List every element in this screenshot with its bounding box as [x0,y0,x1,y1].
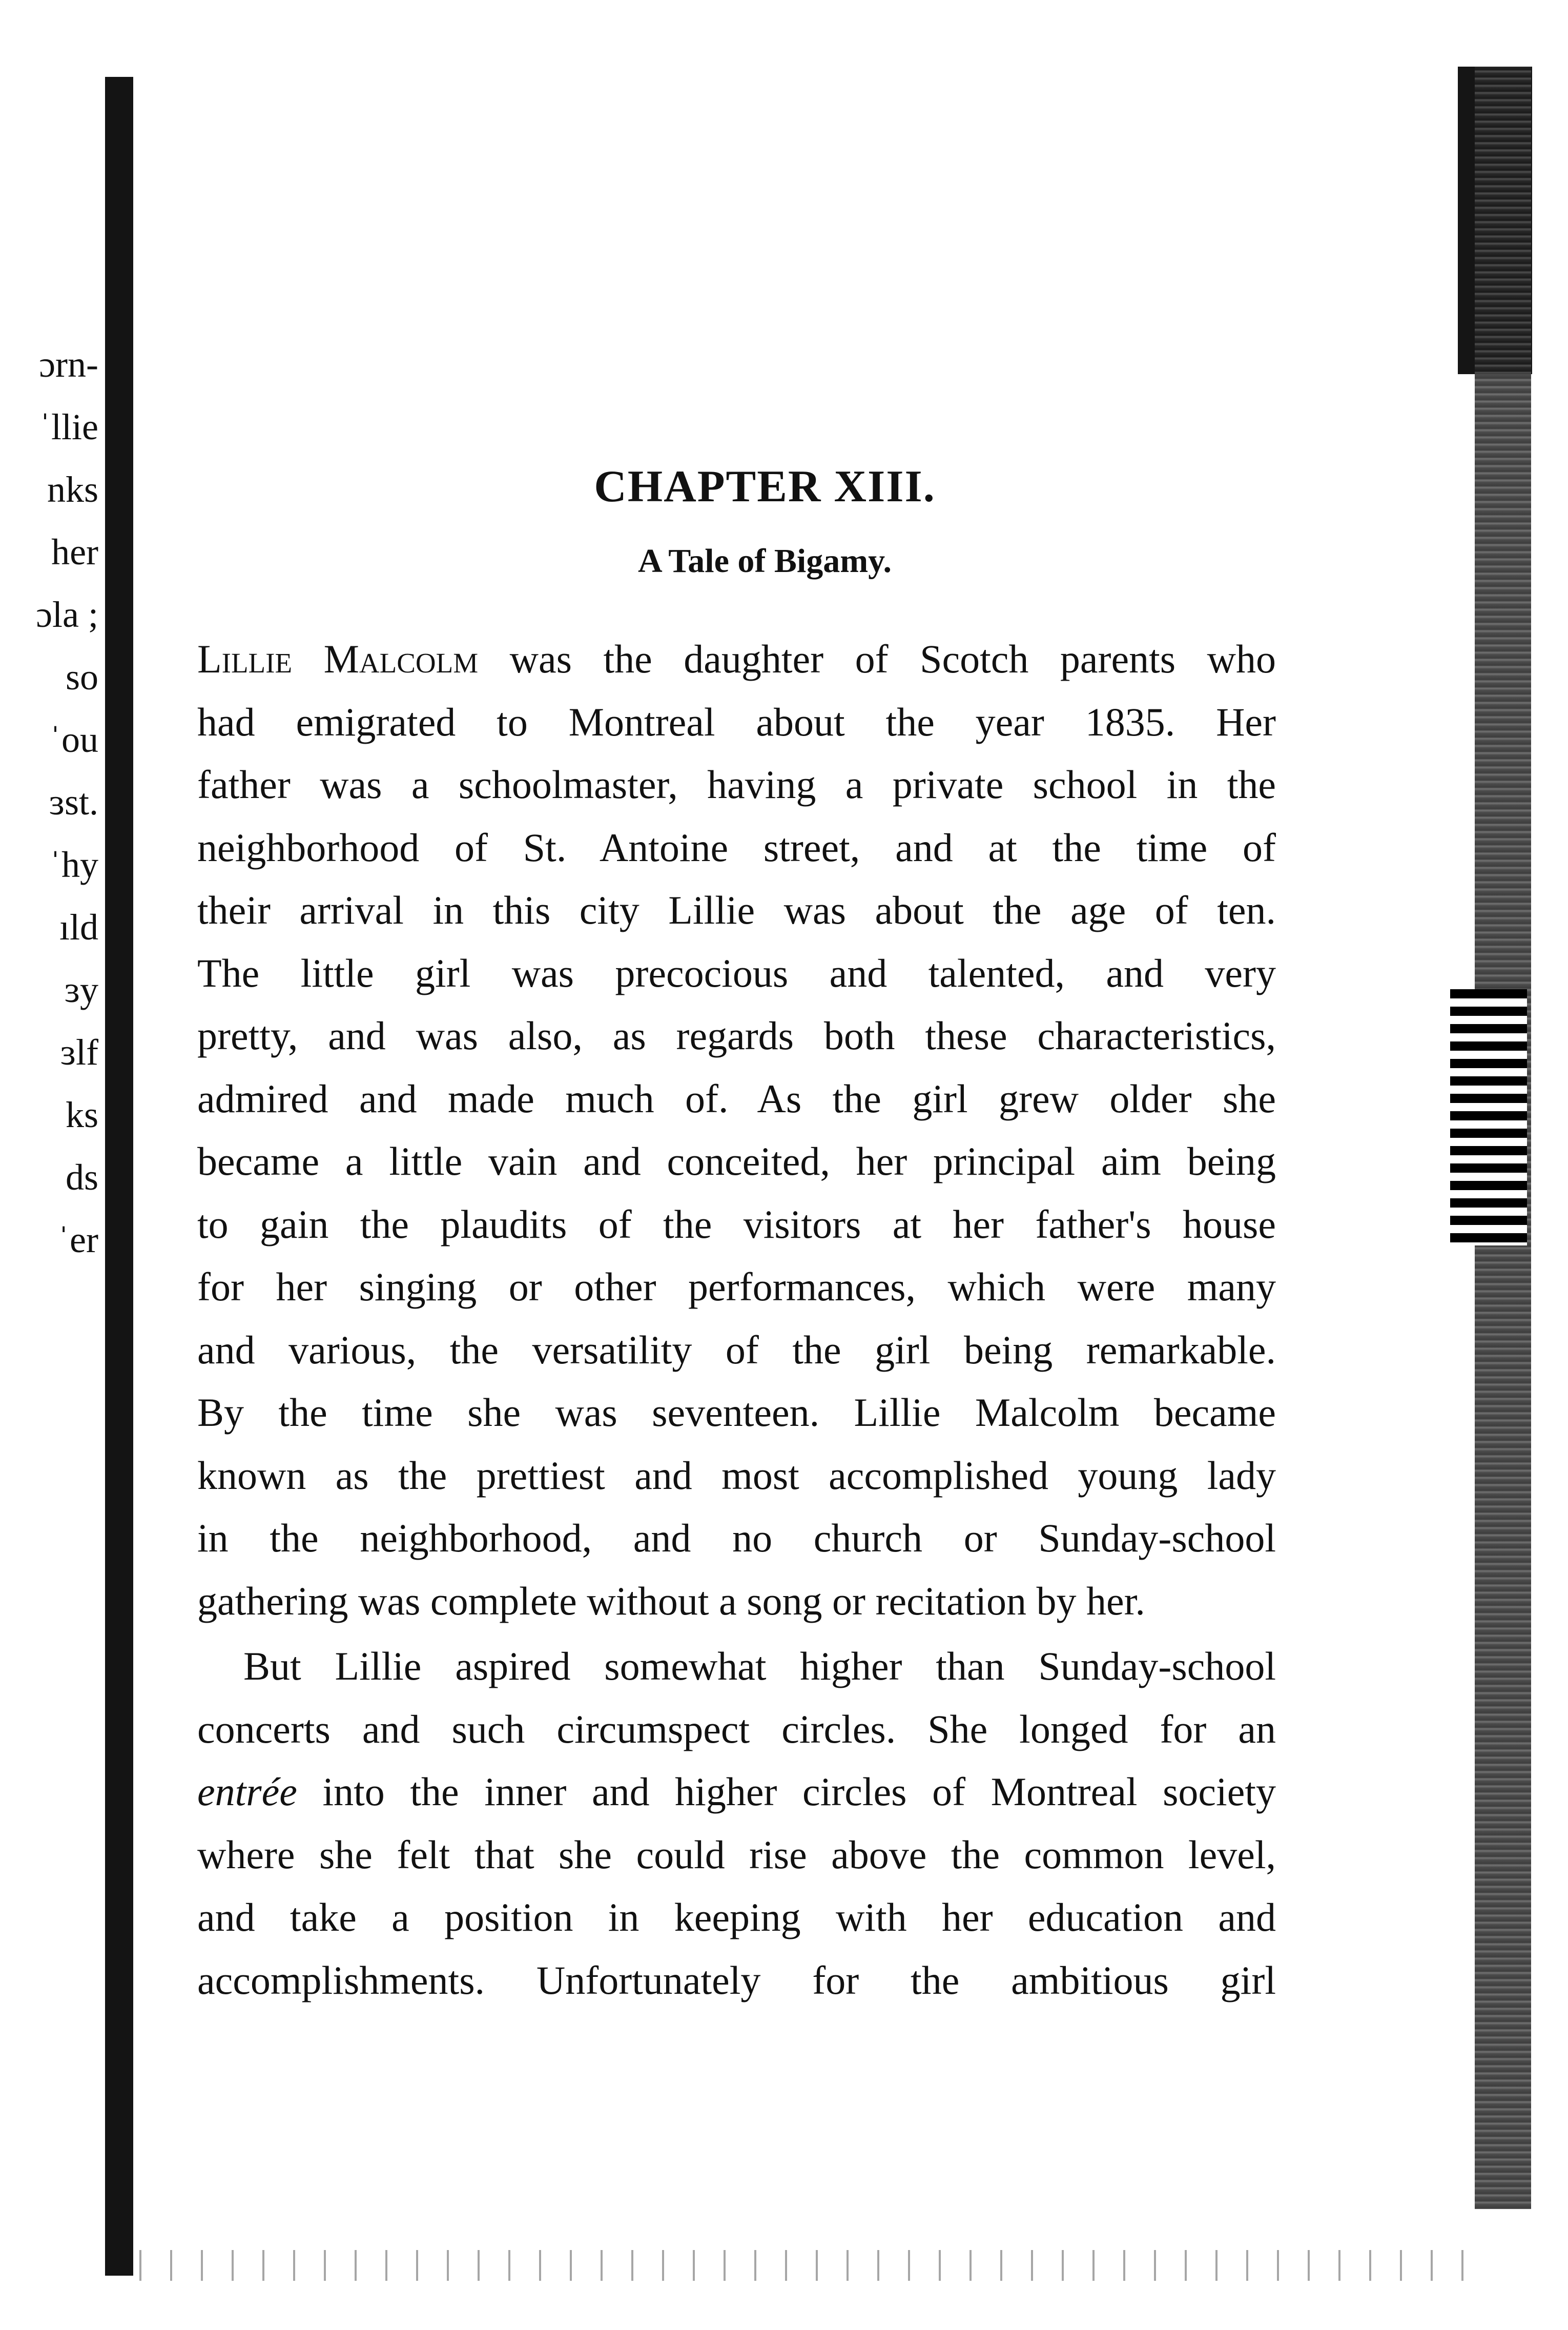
bleed-line: ıld [59,907,98,948]
text-line: where she felt that she could rise above the common level, [197,1832,1276,1877]
bleed-line: ks [65,1094,98,1135]
text-line: By the time she was seventeen. Lillie Malcolm became [197,1390,1276,1435]
text-line: neighborhood of St. Antoine street, and at the time of [197,825,1276,870]
paragraph-1 [197,628,1276,1632]
bleed-line: ˈhy [49,844,98,885]
bleed-line: ɔla ; [36,594,98,635]
text-line: father was a schoolmaster, having a private school in the [197,762,1276,807]
binding-gutter [105,77,133,2276]
text-line: Lillie Malcolm was the daughter of Scotch parents who [197,637,1276,681]
bleed-line: ɜst. [49,782,98,823]
bleed-line: her [51,532,98,573]
chapter-heading: CHAPTER XIII. [594,462,936,512]
bleed-line: ˈer [57,1219,98,1260]
bleed-line: ˈllie [39,406,98,447]
bleed-line: ˈou [49,719,98,760]
text-line: concerts and such circumspect circles. She longed for an [197,1706,1276,1751]
text-line: entrée into the inner and higher circles of Montreal society [197,1769,1276,1814]
lead-small-caps: Lillie Malcolm [197,637,479,681]
text-line: known as the prettiest and most accomplished young lady [197,1453,1276,1498]
italic-word: entrée [197,1769,297,1814]
text-line: and various, the versatility of the girl being remarkable. [197,1327,1276,1372]
text-line: pretty, and was also, as regards both these characteristics, [197,1013,1276,1058]
text-line: for her singing or other performances, which were many [197,1264,1276,1309]
page-body [197,461,1276,2012]
bleed-line: ɜlf [60,1032,98,1073]
text-line: had emigrated to Montreal about the year 1835. Her [197,699,1276,744]
text-line: and take a position in keeping with her education and [197,1895,1276,1939]
text-line: in the neighborhood, and no church or Sunday-school [197,1516,1276,1560]
text-line: gathering was complete without a song or recitation by her. [197,1578,1145,1623]
bleed-line: ɔrn- [39,344,98,385]
bleed-line: nks [47,469,98,510]
text-line: their arrival in this city Lillie was about the age of ten. [197,888,1276,932]
text-line: But Lillie aspired somewhat higher than Sunday-school [243,1644,1276,1688]
bleed-line: ɜy [64,969,98,1010]
text-line: accomplishments. Unfortunately for the ambitious girl [197,1957,1276,2002]
bleed-line: so [65,657,98,698]
text-line: became a little vain and conceited, her principal aim being [197,1139,1276,1183]
text-line: admired and made much of. As the girl grew older she [197,1076,1276,1121]
chapter-subtitle: A Tale of Bigamy. [637,542,892,580]
page-edge-marks [1450,989,1527,1245]
previous-page-bleed [0,333,102,1271]
text-line: The little girl was precocious and talented, and very [197,950,1276,995]
scan-noise [128,2250,1471,2281]
paragraph-2 [197,1635,1276,2012]
text-line: to gain the plaudits of the visitors at her father's house [197,1201,1276,1246]
bleed-line: ds [65,1157,98,1198]
